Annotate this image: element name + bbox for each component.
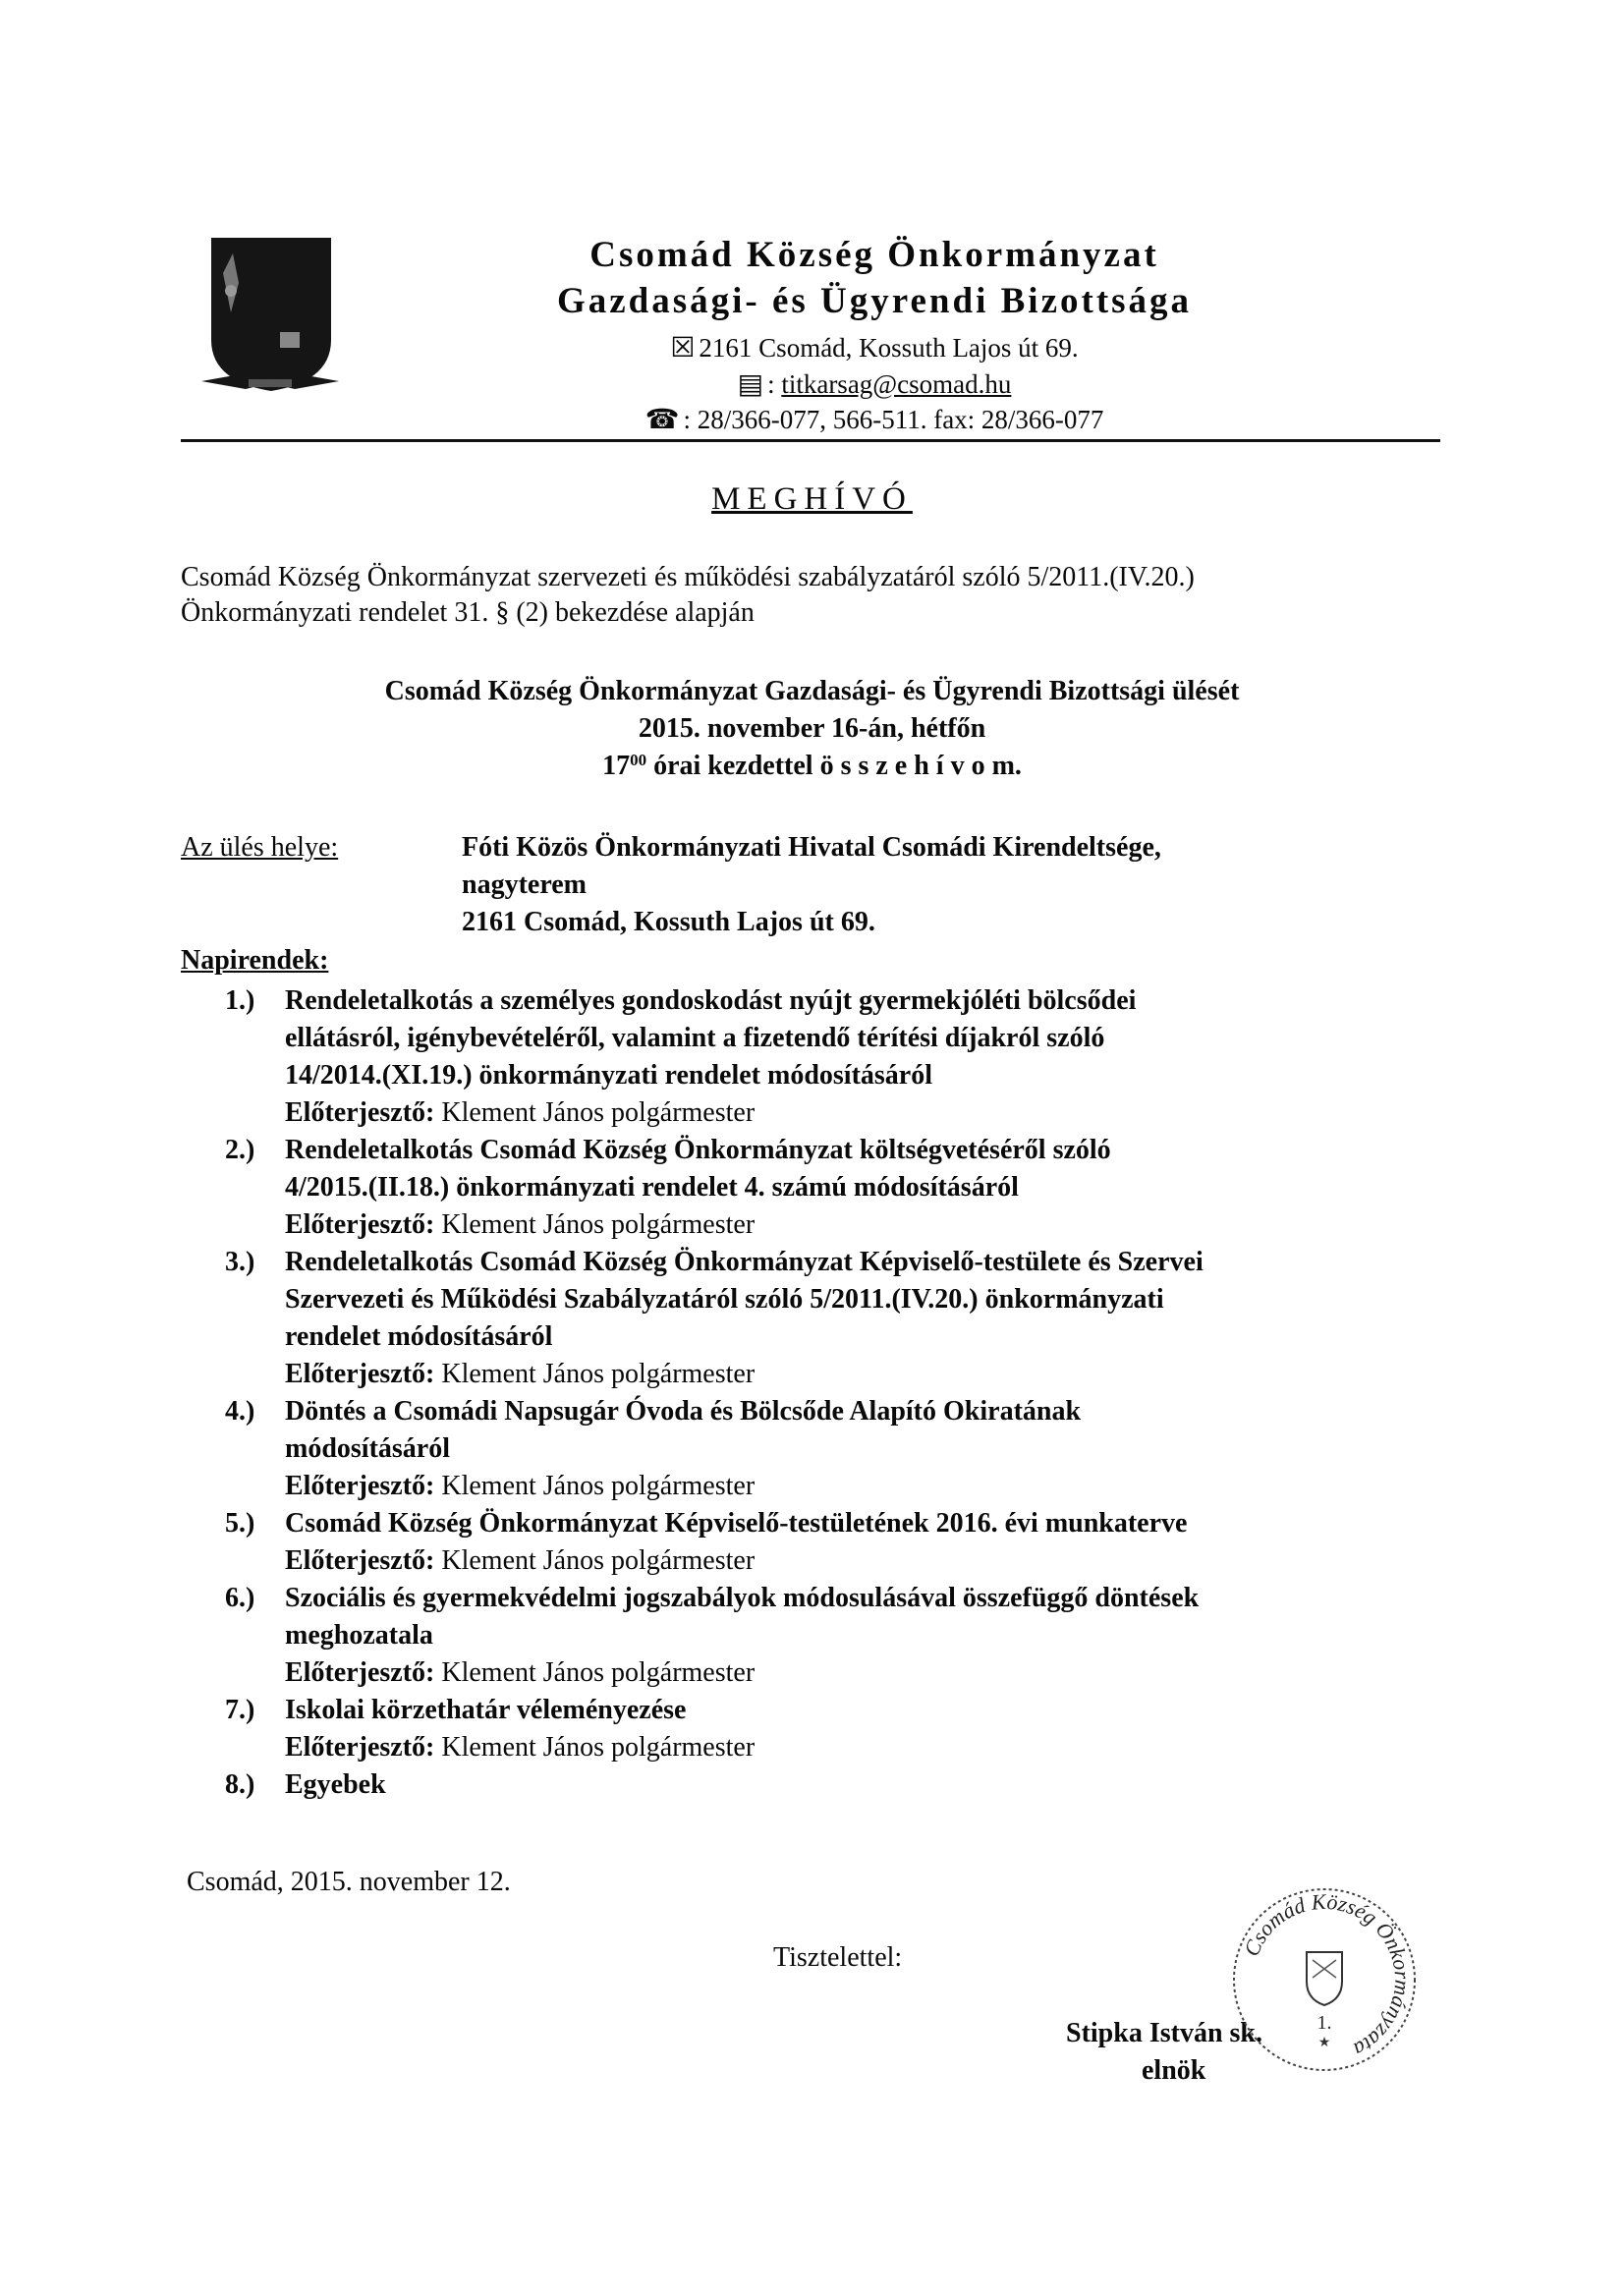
signer-role: elnök: [1142, 2055, 1206, 2086]
presenter-label: Előterjesztő:: [285, 1545, 435, 1576]
agenda-item-number: 8.): [225, 1769, 255, 1800]
venue-label: Az ülés helye:: [181, 832, 339, 863]
minutes: 00: [630, 751, 647, 769]
header-divider: [181, 439, 1440, 442]
convocation-date: 2015. november 16-án, hétfőn: [638, 713, 986, 744]
presenter-name: Klement János polgármester: [434, 1657, 756, 1688]
stamp-text: Csomád Község Önkormányzata: [1238, 1888, 1416, 2063]
agenda-item-number: 7.): [225, 1695, 255, 1725]
presenter-name: Klement János polgármester: [434, 1471, 756, 1501]
presenter-label: Előterjesztő:: [285, 1732, 435, 1763]
presenter-label: Előterjesztő:: [285, 1097, 435, 1128]
presenter-name: Klement János polgármester: [434, 1209, 756, 1240]
stamp-number: 1.: [1316, 2012, 1332, 2034]
presenter-label: Előterjesztő:: [285, 1657, 435, 1688]
agenda-list: [181, 982, 1448, 1804]
place-date: Csomád, 2015. november 12.: [187, 1867, 511, 1897]
presenter-name: Klement János polgármester: [434, 1097, 756, 1128]
intro-line-2: Önkormányzati rendelet 31. § (2) bekezdése alapján: [181, 597, 755, 628]
agenda-item-number: 5.): [225, 1508, 255, 1539]
agenda-item-presenter: [285, 1654, 1448, 1692]
presenter-name: Klement János polgármester: [434, 1545, 756, 1576]
committee-name: Gazdasági- és Ügyrendi Bizottsága: [556, 281, 1193, 321]
agenda-item-presenter: [285, 1206, 1448, 1244]
presenter-label: Előterjesztő:: [285, 1209, 435, 1240]
computer-icon: ▤: [737, 369, 764, 400]
phone-text: : 28/366-077, 566-511. fax: 28/366-077: [683, 405, 1104, 434]
agenda-item-title-line: Szociális és gyermekvédelmi jogszabályok módosulásával összefüggő döntések: [285, 1583, 1200, 1613]
closing: Tisztelettel:: [773, 1942, 903, 1973]
venue-line-2: nagyterem: [462, 869, 587, 900]
agenda-item: [181, 1132, 1448, 1244]
agenda-item: [181, 1692, 1448, 1766]
agenda-item-number: 6.): [225, 1583, 255, 1613]
signer-name: Stipka István sk.: [1066, 2018, 1262, 2048]
agenda-item: [181, 1505, 1448, 1580]
address-line: [432, 331, 1316, 364]
agenda-item-title-line: módosításáról: [285, 1433, 450, 1464]
venue-line-1: Fóti Közös Önkormányzati Hivatal Csomádi Kirendeltsége,: [462, 832, 1161, 863]
agenda-item-title-line: Rendeletalkotás a személyes gondoskodást nyújt gyermekjóléti bölcsődei: [285, 985, 1137, 1016]
agenda-item: [181, 982, 1448, 1132]
agenda-item-number: 2.): [225, 1135, 255, 1165]
convocation-time: [0, 749, 1624, 784]
agenda-item-presenter: [285, 1729, 1448, 1766]
intro-line-1: Csomád Község Önkormányzat szervezeti és működési szabályzatáról szóló 5/2011.(IV.20.): [181, 562, 1195, 592]
agenda-item-title-line: ellátásról, igénybevételéről, valamint a fizetendő térítési díjakról szóló: [285, 1023, 1105, 1053]
presenter-label: Előterjesztő:: [285, 1359, 435, 1389]
agenda-item-presenter: [285, 1094, 1448, 1132]
convocation-line-1: Csomád Község Önkormányzat Gazdasági- és Ügyrendi Bizottsági ülését: [384, 676, 1240, 706]
venue-line-3: 2161 Csomád, Kossuth Lajos út 69.: [462, 907, 875, 937]
agenda-item-title-line: 4/2015.(II.18.) önkormányzati rendelet 4. számú módosításáról: [285, 1172, 1019, 1203]
presenter-name: Klement János polgármester: [434, 1359, 756, 1389]
agenda-item-title-line: Döntés a Csomádi Napsugár Óvoda és Bölcsőde Alapító Okiratának: [285, 1396, 1082, 1427]
agenda-item-presenter: [285, 1468, 1448, 1505]
municipal-crest-icon: [201, 234, 339, 403]
agenda-item: [181, 1393, 1448, 1505]
presenter-label: Előterjesztő:: [285, 1471, 435, 1501]
email-line: [432, 367, 1316, 401]
phone-line: [432, 403, 1316, 436]
agenda-item-number: 1.): [225, 985, 255, 1016]
agenda-item: [181, 1580, 1448, 1692]
telephone-icon: ☎: [644, 405, 680, 435]
agenda-item-number: 4.): [225, 1396, 255, 1427]
agenda-item-number: 3.): [225, 1247, 255, 1277]
agenda-item-title-line: Rendeletalkotás Csomád Község Önkormányzat költségvetéséről szóló: [285, 1135, 1111, 1165]
official-stamp: [1226, 1881, 1423, 2078]
address-text: 2161 Csomád, Kossuth Lajos út 69.: [699, 333, 1079, 363]
agenda-item-presenter: [285, 1542, 1448, 1580]
envelope-icon: ☒: [670, 333, 696, 364]
hour: 17: [602, 751, 631, 781]
agenda-item-title-line: rendelet módosításáról: [285, 1321, 553, 1352]
agenda-item: [181, 1244, 1448, 1393]
agenda-heading: Napirendek:: [181, 945, 329, 976]
agenda-item-title-line: 14/2014.(XI.19.) önkormányzati rendelet módosításáról: [285, 1060, 932, 1091]
agenda-item-title-line: Csomád Község Önkormányzat Képviselő-testületének 2016. évi munkaterve: [285, 1508, 1188, 1539]
agenda-item-title-line: Egyebek: [285, 1769, 386, 1800]
convocation-rest: órai kezdettel ö s s z e h í v o m.: [646, 751, 1022, 781]
org-name: Csomád Község Önkormányzat: [589, 235, 1159, 275]
presenter-name: Klement János polgármester: [434, 1732, 756, 1763]
agenda-item: [181, 1766, 1448, 1804]
agenda-item-title-line: Iskolai körzethatár véleményezése: [285, 1695, 687, 1725]
document-title: MEGHÍVÓ: [711, 481, 913, 517]
agenda-item-title-line: Rendeletalkotás Csomád Község Önkormányzat Képviselő-testülete és Szervei: [285, 1247, 1204, 1277]
agenda-item-presenter: [285, 1356, 1448, 1393]
email-prefix: :: [767, 369, 782, 399]
agenda-item-title-line: Szervezeti és Működési Szabályzatáról szóló 5/2011.(IV.20.) önkormányzati: [285, 1284, 1164, 1315]
stamp-star-icon: ★: [1317, 2036, 1331, 2050]
agenda-item-title-line: meghozatala: [285, 1620, 433, 1651]
email-link[interactable]: titkarsag@csomad.hu: [781, 369, 1012, 399]
